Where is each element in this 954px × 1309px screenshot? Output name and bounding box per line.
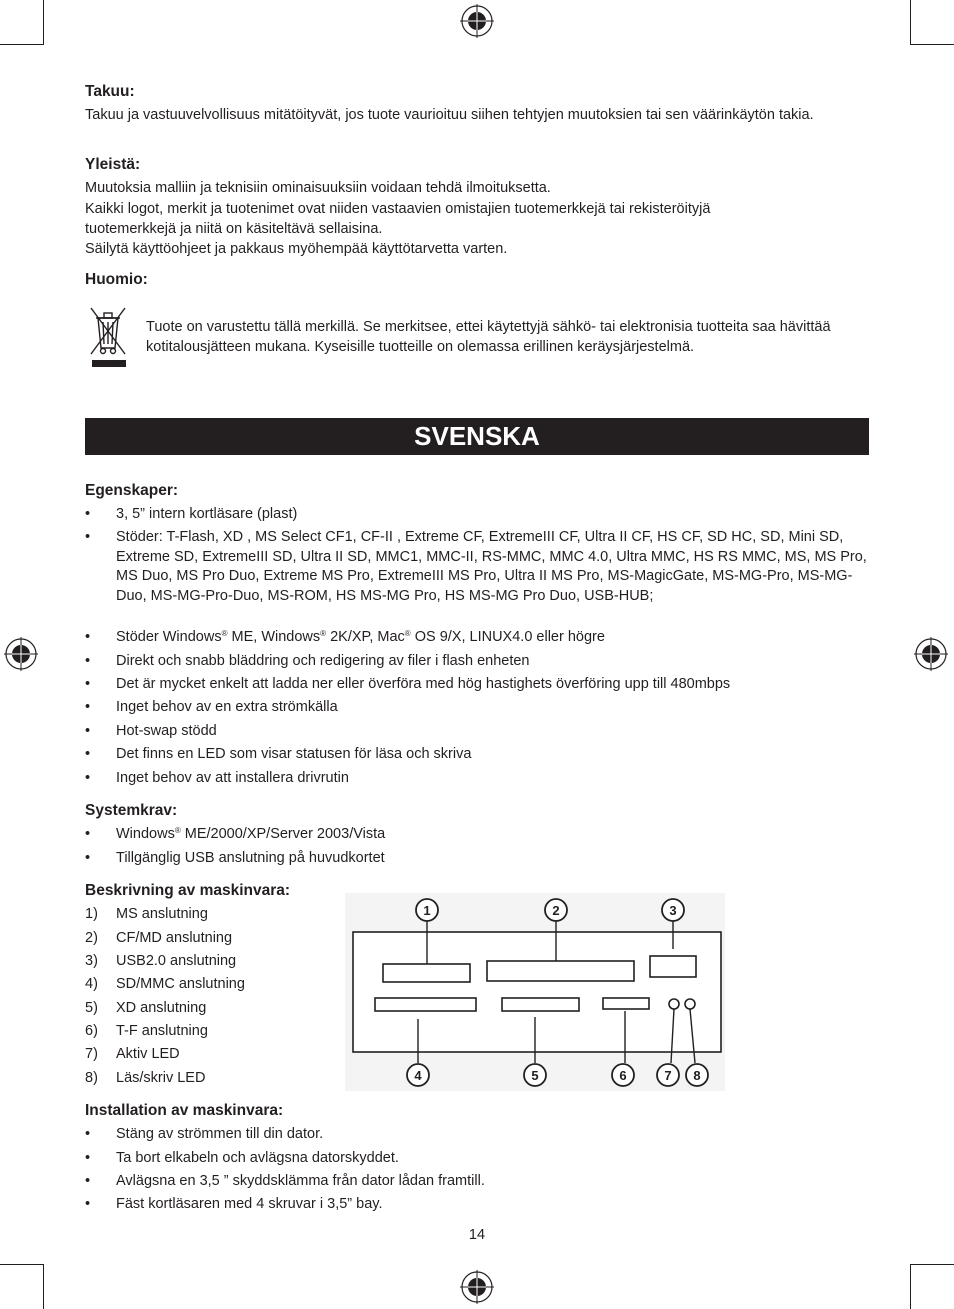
weee-crossed-bin-icon bbox=[86, 304, 130, 368]
hardware-item-label: T-F anslutning bbox=[116, 1023, 208, 1039]
hardware-item-label: CF/MD anslutning bbox=[116, 930, 233, 946]
req-part: ME/2000/XP/Server 2003/Vista bbox=[180, 826, 386, 842]
registration-mark-icon bbox=[460, 4, 494, 38]
install-step bbox=[85, 1195, 875, 1215]
feature-text: 3, 5” intern kortläsare (plast) bbox=[116, 506, 298, 522]
hardware-item-number: 1) bbox=[85, 906, 98, 922]
crop-mark bbox=[910, 0, 911, 44]
hardware-list-item bbox=[85, 975, 335, 995]
callout-3: 3 bbox=[669, 903, 677, 918]
callout-5: 5 bbox=[531, 1068, 539, 1083]
takuu-text: Takuu ja vastuuvelvollisuus mitätöityvät, jos tuote vaurioituu siihen tehtyjen muutoksien tai sen väärinkäytön takia. bbox=[85, 107, 814, 123]
callout-2: 2 bbox=[552, 903, 560, 918]
hardware-list-item bbox=[85, 1045, 335, 1065]
bullet-icon: • bbox=[85, 850, 91, 866]
registered-mark: ® bbox=[221, 629, 228, 638]
huomio-text: Tuote on varustettu tällä merkillä. Se merkitsee, ettei käytettyjä sähkö- tai elektronisia tuotteita saa hävittää kotitalousjätteen mukana. Kyseisille tuotteille on olemassa erillinen keräysjärjestelmä. bbox=[146, 319, 831, 355]
hardware-list-item bbox=[85, 929, 335, 949]
huomio-heading: Huomio: bbox=[85, 271, 148, 288]
language-banner: SVENSKA bbox=[85, 418, 869, 455]
bullet-icon: • bbox=[85, 506, 91, 522]
callout-1: 1 bbox=[423, 903, 431, 918]
registration-mark-icon bbox=[4, 637, 38, 671]
feature-item bbox=[85, 722, 875, 742]
feature-text: Inget behov av att installera drivrutin bbox=[116, 770, 349, 786]
registration-mark-icon bbox=[460, 1270, 494, 1304]
bullet-icon: • bbox=[85, 770, 91, 786]
beskrivning-heading: Beskrivning av maskinvara: bbox=[85, 882, 291, 899]
hardware-item-number: 5) bbox=[85, 1000, 98, 1016]
feature-item bbox=[85, 698, 875, 718]
callout-4: 4 bbox=[414, 1068, 422, 1083]
bullet-icon: • bbox=[85, 826, 91, 842]
system-requirement-item bbox=[85, 825, 875, 845]
req-part: Windows bbox=[116, 826, 175, 842]
install-step-text: Avlägsna en 3,5 ” skyddsklämma från dator lådan framtill. bbox=[116, 1173, 485, 1189]
feature-item bbox=[85, 528, 875, 606]
crop-mark bbox=[0, 1264, 44, 1265]
os-part: OS 9/X, LINUX4.0 eller högre bbox=[410, 629, 605, 645]
feature-item bbox=[85, 745, 875, 765]
os-part: Stöder Windows bbox=[116, 629, 222, 645]
feature-text: Hot-swap stödd bbox=[116, 723, 217, 739]
hardware-list-item bbox=[85, 952, 335, 972]
systemkrav-heading: Systemkrav: bbox=[85, 802, 178, 819]
os-part: 2K/XP, Mac bbox=[326, 629, 405, 645]
feature-item bbox=[85, 505, 875, 525]
install-step bbox=[85, 1125, 875, 1145]
bullet-icon: • bbox=[85, 1173, 91, 1189]
bullet-icon: • bbox=[85, 653, 91, 669]
registered-mark: ® bbox=[174, 826, 181, 835]
feature-text: Det finns en LED som visar statusen för läsa och skriva bbox=[116, 746, 472, 762]
callout-7: 7 bbox=[664, 1068, 672, 1083]
feature-text: Direkt och snabb bläddring och redigering av filer i flash enheten bbox=[116, 653, 530, 669]
crop-mark bbox=[43, 1264, 44, 1309]
egenskaper-heading: Egenskaper: bbox=[85, 482, 179, 499]
bullet-icon: • bbox=[85, 629, 91, 645]
yleista-heading: Yleistä: bbox=[85, 156, 141, 173]
takuu-heading: Takuu: bbox=[85, 83, 135, 100]
system-requirement-item bbox=[85, 849, 875, 869]
feature-text: Inget behov av en extra strömkälla bbox=[116, 699, 338, 715]
card-reader-diagram bbox=[345, 893, 725, 1091]
bullet-icon: • bbox=[85, 529, 91, 545]
install-step bbox=[85, 1149, 875, 1169]
registered-mark: ® bbox=[320, 629, 327, 638]
hardware-item-number: 8) bbox=[85, 1070, 98, 1086]
registered-mark: ® bbox=[404, 629, 411, 638]
feature-item bbox=[85, 628, 875, 648]
hardware-item-label: USB2.0 anslutning bbox=[116, 953, 237, 969]
bullet-icon: • bbox=[85, 676, 91, 692]
feature-text: Det är mycket enkelt att ladda ner eller överföra med hög hastighets överföring upp till 480mbps bbox=[116, 676, 731, 692]
feature-os-text bbox=[116, 628, 875, 648]
crop-mark bbox=[0, 44, 44, 45]
bullet-icon: • bbox=[85, 1126, 91, 1142]
hardware-item-number: 4) bbox=[85, 976, 98, 992]
hardware-list-item bbox=[85, 1022, 335, 1042]
callout-8: 8 bbox=[693, 1068, 701, 1083]
requirement-text bbox=[116, 825, 875, 845]
page-number: 14 bbox=[468, 1227, 486, 1243]
feature-item bbox=[85, 652, 875, 672]
install-step bbox=[85, 1172, 875, 1192]
bullet-icon: • bbox=[85, 723, 91, 739]
yleista-line2: Kaikki logot, merkit ja tuotenimet ovat niiden vastaavien omistajien tuotemerkkejä tai rekisteröityjä tuotemerkkejä ja niitä on käsiteltävä sellaisina. bbox=[85, 201, 711, 237]
requirement-text: Tillgänglig USB anslutning på huvudkortet bbox=[116, 850, 385, 866]
bullet-icon: • bbox=[85, 699, 91, 715]
hardware-item-label: Läs/skriv LED bbox=[116, 1070, 206, 1086]
os-part: ME, Windows bbox=[227, 629, 321, 645]
installation-heading: Installation av maskinvara: bbox=[85, 1102, 284, 1119]
install-step-text: Ta bort elkabeln och avlägsna datorskyddet. bbox=[116, 1150, 399, 1166]
bullet-icon: • bbox=[85, 1150, 91, 1166]
install-step-text: Stäng av strömmen till din dator. bbox=[116, 1126, 324, 1142]
bullet-icon: • bbox=[85, 1196, 91, 1212]
hardware-item-number: 3) bbox=[85, 953, 98, 969]
install-step-text: Fäst kortläsaren med 4 skruvar i 3,5” bay. bbox=[116, 1196, 383, 1212]
hardware-list-item bbox=[85, 999, 335, 1019]
bullet-icon: • bbox=[85, 746, 91, 762]
hardware-item-label: Aktiv LED bbox=[116, 1046, 180, 1062]
hardware-item-label: SD/MMC anslutning bbox=[116, 976, 245, 992]
yleista-line1: Muutoksia malliin ja teknisiin ominaisuuksiin voidaan tehdä ilmoituksetta. bbox=[85, 180, 551, 196]
feature-item bbox=[85, 675, 875, 695]
hardware-item-label: MS anslutning bbox=[116, 906, 208, 922]
hardware-item-number: 2) bbox=[85, 930, 98, 946]
crop-mark bbox=[910, 44, 954, 45]
hardware-list-item bbox=[85, 905, 335, 925]
registration-mark-icon bbox=[914, 637, 948, 671]
hardware-item-label: XD anslutning bbox=[116, 1000, 207, 1016]
crop-mark bbox=[910, 1264, 954, 1265]
feature-text: Stöder: T-Flash, XD , MS Select CF1, CF-II , Extreme CF, ExtremeIII CF, Ultra II CF, HS CF, SD HC, SD, Mini SD, Extreme SD, ExtremeIII SD, Ultra II SD, MMC1, MMC-II, RS-MMC, MMC 4.0, Ultra MMC, HS RS MMC, MS, MS Pro, MS Duo, MS Pro Duo, Extreme MS Pro, ExtremeIII MS Pro, Ultra II MS Pro, MS-MagicGate, MS-MG-Pro, MS-MG-Duo, MS-MG-Pro-Duo, MS-ROM, HS MS-MG Pro, HS MS-MG Pro Duo, USB-HUB; bbox=[116, 529, 867, 604]
yleista-line3: Säilytä käyttöohjeet ja pakkaus myöhempää käyttötarvetta varten. bbox=[85, 241, 508, 257]
hardware-list-item bbox=[85, 1069, 335, 1089]
hardware-item-number: 7) bbox=[85, 1046, 98, 1062]
crop-mark bbox=[910, 1264, 911, 1309]
callout-6: 6 bbox=[619, 1068, 627, 1083]
feature-item bbox=[85, 769, 875, 789]
crop-mark bbox=[43, 0, 44, 44]
hardware-item-number: 6) bbox=[85, 1023, 98, 1039]
